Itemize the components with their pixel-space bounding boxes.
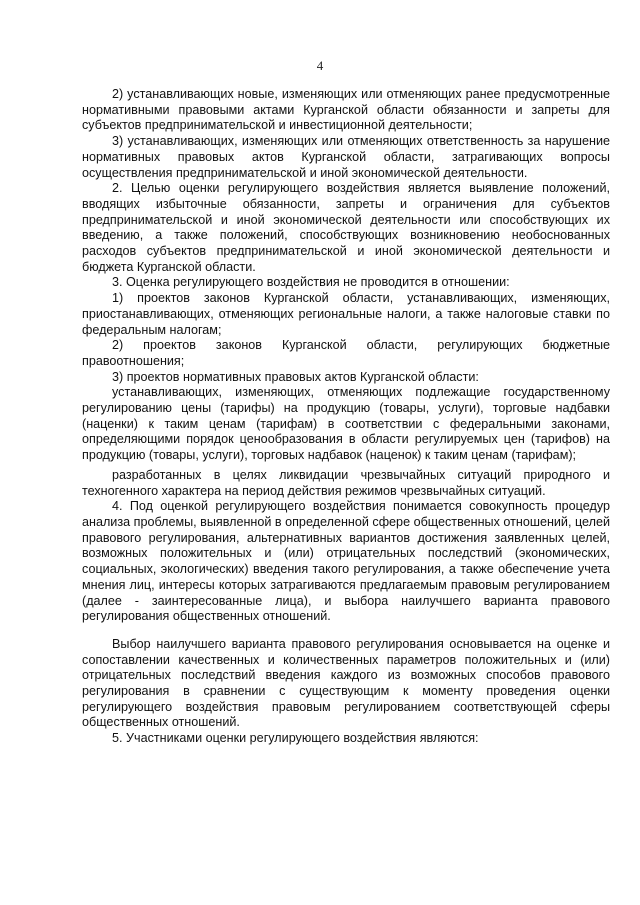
paragraph-section-3-exclusions: 3. Оценка регулирующего воздействия не проводится в отношении: xyxy=(112,275,510,290)
paragraph-item-3-responsibility: 3) устанавливающих, изменяющих или отменяющих ответственность за нарушение нормативных правовых актов Курганской области, затрагивающих вопросы осуществления предпринимательской и иной экономической деятельности. xyxy=(82,134,610,180)
page-number: 4 xyxy=(316,58,324,73)
paragraph-item-2-new-obligations: 2) устанавливающих новые, изменяющих или отменяющих ранее предусмотренные нормативными правовыми актами Курганской области обязанности и запреты для субъектов предпринимательской и инвестиционной деятельности; xyxy=(82,87,610,133)
document-body xyxy=(82,87,610,747)
paragraph-section-2-purpose: 2. Целью оценки регулирующего воздействия является выявление положений, вводящих избыточные обязанности, запреты и ограничения для субъектов предпринимательской и иной экономической деятельности или способствующих их введению, а также положений, способствующих возникновению необоснованных расходов субъектов предпринимательской и иной экономической деятельности и бюджета Курганской области. xyxy=(82,181,610,274)
paragraph-best-option: Выбор наилучшего варианта правового регулирования основывается на оценке и сопоставлении качественных и количественных параметров положительных и (или) отрицательных последствий введения каждого из возможных способов правового регулирования в сравнении с существующим к моменту проведения оценки регулирующего воздействия правовым регулированием соответствующей сферы общественных отношений. xyxy=(82,636,610,730)
paragraph-exclusion-1-taxes: 1) проектов законов Курганской области, устанавливающих, изменяющих, приостанавливающих, отменяющих региональные налоги, а также налоговые ставки по федеральным налогам; xyxy=(82,291,610,337)
paragraph-exclusion-3-emergencies: разработанных в целях ликвидации чрезвычайных ситуаций природного и техногенного характера на период действия режимов чрезвычайных ситуаций. xyxy=(82,467,610,498)
paragraph-section-5-participants: 5. Участниками оценки регулирующего воздействия являются: xyxy=(112,731,479,746)
paragraph-exclusion-3-acts: 3) проектов нормативных правовых актов Курганской области: xyxy=(112,369,479,384)
paragraph-exclusion-3-prices: устанавливающих, изменяющих, отменяющих подлежащие государственному регулированию цены (тарифы) на продукцию (товары, услуги), торговые надбавки (наценки) к таким ценам (тарифам) в соответствии с федеральными законами, определяющими порядок ценообразования в области регулируемых цен (тарифов) на продукцию (товары, услуги), торговых надбавок (наценок) к таким ценам (тарифам); xyxy=(82,385,610,463)
paragraph-section-4-definition: 4. Под оценкой регулирующего воздействия понимается совокупность процедур анализа проблемы, выявленной в определенной сфере общественных отношений, целей правового регулирования, альтернативных вариантов достижения заявленных целей, возможных положительных и (или) отрицательных последствий (экономических, социальных, экологических) введения такого регулирования, а также обеспечение учета мнения лиц, интересы которых затрагиваются предлагаемым правовым регулированием (далее - заинтересованные лица), и выбора наилучшего варианта правового регулирования общественных отношений. xyxy=(82,499,611,624)
paragraph-exclusion-2-budget: 2) проектов законов Курганской области, регулирующих бюджетные правоотношения; xyxy=(82,338,610,368)
